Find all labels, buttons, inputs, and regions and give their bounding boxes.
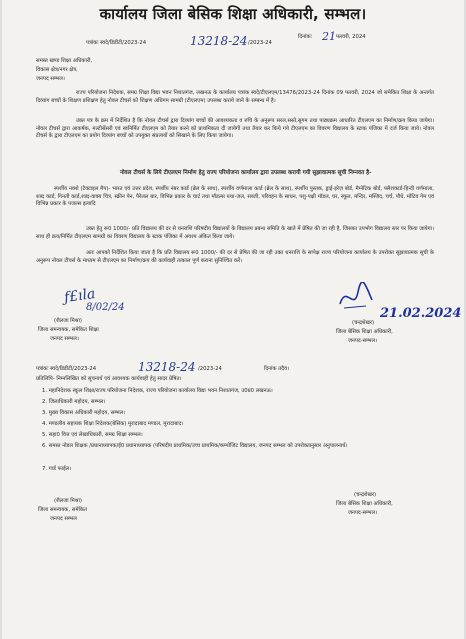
letter-prefix: पत्रांकः स्वदे/डिडीटी/2023-24 (86, 40, 147, 46)
left-signature-scribble: ƒ£ıla (63, 285, 97, 307)
body-paragraph-2: उक्त पत्र के क्रम में निर्देशित है कि नोवल टीचर्स द्वारा दिव्यांग बच्चों की आवश्यकता व रुचि के अनुरूप सरल,सस्ते,सुगम तथा पाठ्यक्रम आधारित टीएलएम का निर्माण/क्रय किया जायेगा। नोवल टीचर्स द्वारा आकर्षक, मल्टीसेंसरी एवं स्वनिर्मित टीएलएम को तैयार करने को प्राथमिकता दी जायेगी तथा तैयार कर किये गये टीएलएम का विवरण विद्यालय के स्टाक पंजिका में दर्ज किया जाये। नोवल टीचर्स के द्वारा टीएलएम का प्रयोग दिव्यांग बच्चों को उपयुक्त संप्रत्ययों को सिखाने के लिए किया जायेगा। (36, 118, 434, 140)
right-signature-scribble (336, 282, 376, 312)
copy-item: 1. महानिदेशक स्कूल शिक्षा/राज्य परियोजना निदेशक, राज्य परियोजना कार्यालय विद्या भवन निशातगंज, उ0प्र0 लखनऊ। (42, 388, 273, 394)
document-page (2, 0, 464, 639)
left-signatory-district: जनपद सम्भल। (50, 336, 79, 342)
left-signatory-2-district: जनपद सम्भल (50, 516, 77, 522)
right-signature-date: 21.02.2024 (380, 306, 462, 321)
date-label: दिनांकः (298, 34, 312, 40)
left-signatory-designation: जिला समन्वयक, समेकित शिक्षा (38, 327, 99, 333)
right-signatory-2-district: जनपद-सम्भल। (348, 510, 378, 516)
copy-letter-number-handwritten: 13218-24 (138, 360, 196, 374)
body-paragraph-4: अतः आपको निर्देशित किया जाता है कि प्रति विद्यालय रू0 1000/- की दर से प्रेषित की जा रही उक्त धनराशि के सापेक्ष राज्य परियोजना कार्यालय के उपरोक्त सुझावात्मक सूची के अनुरूप नोवल टीचर्स के माध्यम से टीएलएम का निर्माण/क्रय की कार्यवाही तत्काल पूर्ण कराना सुनिश्चित करें। (36, 250, 434, 264)
left-signature-date: 8/02/24 (86, 302, 125, 313)
letter-number-handwritten: 13218-24 (190, 34, 248, 48)
right-signatory-district: जनपद-सम्भल। (348, 338, 378, 344)
copy-letter-year: /2023-24 (198, 366, 222, 372)
body-paragraph-1: राज्य परियोजना निदेशक, समग्र शिक्षा विद्या भवन निशातगंज, लखनऊ के कार्यालय पत्रांक स्वदे/टीएलएम/13476/2023-24 दिनांक 09 फरवरी, 2024 जो समेकित शिक्षा के अन्तर्गत दिव्यांग बच्चों के शिक्षण प्रशिक्षण हेतु नोवल टीचर्स को शिक्षण अधिगम सामग्री (टीएलएम) उपलब्ध कराये जाने के सम्बन्ध में है। (36, 90, 434, 104)
copy-item: 4. मण्डलीय सहायक शिक्षा निदेशक(बेसिक) मुरादाबाद मण्डल, मुरादाबाद। (42, 421, 184, 427)
copy-item: 5. सहा0 वित्त एवं लेखाधिकारी, समग्र शिक्षा सम्भल। (42, 432, 143, 438)
suggestion-list-heading: नोवल टीचर्स के लिये टीएलएम निर्माण हेतु राज्य परियोजना कार्यालय द्वारा उपलब्ध करायी गयी सुझावात्मक सूची निम्नवत है- (120, 170, 372, 176)
body-paragraph-3: उक्त हेतु रू0 1000/- प्रति विद्यालय की दर से धनराशि परिषदीय विद्यालयों के विद्यालय प्रबन्ध समिति के खाते में प्रेषित की जा रही है, जिसका उपभोग विद्यालय स्तर पर किया जायेगा। साथ ही क्रय/निर्मित टीएलएम सामग्री का विवरण विद्यालय के स्टाक पंजिका में अवश्य अंकित किया जाये। (36, 226, 434, 240)
copy-item: 2. जिलाधिकारी महोदय, सम्भल। (42, 399, 106, 405)
left-signatory-2-name: (शैलजा मिश्रा) (54, 498, 82, 504)
right-signatory-designation: जिला बेसिक शिक्षा अधिकारी, (336, 329, 393, 335)
right-signatory-2-designation: जिला बेसिक शिक्षा अधिकारी, (336, 501, 393, 507)
copy-intro: प्रतिलिपि- निम्नलिखित को सूचनार्थ एवं आवश्यक कार्यवाही हेतु सादर प्रेषित। (36, 376, 182, 382)
copy-item: 6. समस्त नोडल शिक्षक /प्रधानाध्यापक/ई0 प्रधानाध्यापक (परिषदीय प्राथमिक/उच्च प्राथमिक/कम्पोजिट विद्यालय, जनपद सम्भल को उपरोक्तानुसार अनुपालनार्थ। (42, 443, 348, 449)
copy-letter-prefix: पत्रांकः स्वदे/डिडीटी/2023-24 (36, 366, 97, 372)
left-signatory-2-designation: जिला समन्वयक, समेकित (38, 507, 87, 513)
right-signatory-name: (चन्द्रशेखर) (352, 320, 375, 326)
recipient-line-1: समस्त खण्ड शिक्षा अधिकारी, (36, 58, 93, 64)
date-day-handwritten: 21 (322, 30, 336, 43)
copy-item: 7. गार्ड फाईल। (42, 466, 72, 472)
page-title: कार्यालय जिला बेसिक शिक्षा अधिकारी, सम्भल। (99, 5, 367, 23)
copy-date-label: दिनांक तदैव। (264, 366, 290, 372)
right-signatory-2-name: (चन्द्रशेखर) (354, 492, 377, 498)
suggestion-list: स्पर्शीय नक्शे (टैक्टाइल मैप)- भारत एवं उत्तर प्रदेश, स्पर्शीय नंबर कार्ड (ब्रेल के साथ), स्पर्शीय वर्णमाला कार्ड (ब्रेल के साथ), स्पर्शीय पुस्तक, ड्राई-इरेज़ बोर्ड, मैग्नेटिक बोर्ड, फ्लैशकार्ड-हिन्दी वर्णमाला, शब्द कार्ड, गिनती कार्ड,शब्द-वाक्य चित्र, स्क्रीन पेन, पैरेलल बार, विभिन्न प्रकार के चार्ट तथा मॉडल्स यथा-जल, सब्जी, परिवहन के साधन, पशु-पक्षी मॉडल, घर, स्कूल, मन्दिर, मस्जिद, चर्च, पौधे, मोटिव गेम एवं विभिन्न प्रकार के पजल्स इत्यादि (36, 186, 434, 208)
recipient-line-3: जनपद सम्भल। (36, 76, 65, 82)
left-signatory-name: (शैलजा मिश्रा) (54, 318, 82, 324)
recipient-line-2: विकास क्षेत्र/नगर क्षेत्र, (36, 67, 78, 73)
date-rest: फरवरी, 2024 (336, 34, 366, 40)
copy-item: 3. मुख्य विकास अधिकारी महोदय, सम्भल। (42, 410, 126, 416)
letter-year: /2023-24 (248, 40, 272, 46)
